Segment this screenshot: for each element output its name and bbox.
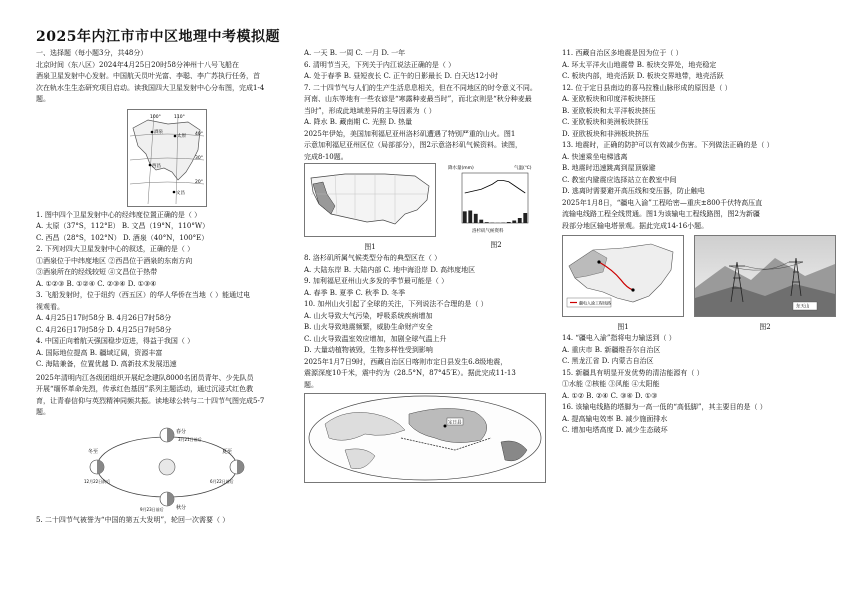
text-line: 段部分地区输电塔景观。据此完成14-16小题。 (562, 221, 709, 230)
figure-caption: 图1 (617, 322, 629, 331)
text-line: 次在轨水生生态研究项目启动。读我国四大卫星发射中心分布图，完成1-4 (36, 83, 265, 92)
question-block-11-13 (562, 48, 830, 198)
earth-orbit-diagram (82, 421, 252, 513)
date-label: 12月22日前后 (84, 478, 111, 484)
temp-axis-label: 气温(℃) (514, 166, 532, 171)
text-line: A. 亚欧板块和印度洋板块挤压 (562, 95, 656, 103)
place-label: 文昌 (176, 190, 185, 196)
quake-label: 定日县 (448, 420, 462, 426)
figure-caption: 图1 (364, 242, 376, 251)
text-line: 2025年伊始，美国加利福尼亚州洛杉矶遭遇了特别严重的山火。图1 (304, 129, 516, 138)
figure-caption: 图2 (759, 322, 771, 331)
text-line: A. 快速乘坐电梯逃离 (562, 152, 628, 161)
question-block-14-16 (562, 333, 830, 437)
text-line: 示意加利福尼亚州区位（局部部分），图2示意洛杉矶气候资料。读图， (304, 141, 522, 149)
text-line: A. 一天 B. 一周 C. 一月 D. 一年 (304, 49, 406, 57)
text-line: C. 亚欧板块和美洲板块挤压 (562, 118, 649, 126)
intro-paragraph (304, 357, 556, 392)
precip-bar (468, 211, 472, 224)
text-line: A. 大陆东岸 B. 大陆内部 C. 地中海沿岸 D. 高纬度地区 (304, 265, 476, 274)
text-line: 流输电线路工程全线贯通。图1为该输电工程线路图，图2为新疆 (562, 210, 760, 218)
lat-label: 40° (195, 131, 203, 137)
text-line: 2025年1月7日9时，西藏自治区日喀则市定日县发生6.8级地震， (304, 357, 508, 366)
term-label: 夏至 (222, 448, 233, 455)
route-legend-label: 疆电入渝工程线路 (579, 300, 611, 306)
term-label: 春分 (176, 428, 187, 435)
transmission-tower-photo (694, 235, 836, 317)
text-line: C. 海陆兼备，位置优越 D. 高新技术发展迅速 (36, 360, 177, 368)
text-line: B. 亚欧板块和太平洋板块挤压 (562, 106, 656, 115)
column-1 (36, 48, 298, 526)
lon-label: 100° (150, 114, 161, 120)
text-line: 12. 位于定日县南边的喜马拉雅山脉形成的原因是（ ） (562, 83, 732, 92)
lat-label: 30° (195, 155, 203, 161)
world-plates-map (304, 393, 546, 483)
text-line: C. 板块内部，地壳活跃 D. 板块交界地带，地壳活跃 (562, 72, 724, 80)
text-line: A. ①② B. ②④ C. ③④ D. ①③ (562, 391, 658, 400)
date-label: 3月21日前后 (178, 436, 202, 442)
text-line: 7. 二十四节气与人们的生产生活息息相关，但在不同地区的时令意义不同。 (304, 83, 537, 92)
text-line: 开展“缅怀革命先烈，传承红色基因”系列主题活动，通过沉浸式红色教 (36, 385, 254, 393)
figure-caption: 图2 (490, 240, 502, 249)
text-line: C. 山火导致温室效应增加，加剧全球气温上升 (304, 334, 447, 343)
date-label: 9月23日前后 (140, 506, 164, 512)
text-line: C. 增加电塔高度 D. 减少生态破坏 (562, 426, 668, 434)
text-line: A. 国际地位提高 B. 疆域辽阔，资源丰富 (36, 348, 163, 357)
text-line: A. 处于春季 B. 昼短夜长 C. 正午的日影最长 D. 白天达12小时 (304, 72, 499, 80)
date-label: 6月22日前后 (210, 478, 234, 484)
precip-axis-label: 降水量(mm) (448, 166, 474, 171)
photo-label: 东天山 (796, 304, 810, 310)
climate-chart (446, 163, 546, 235)
text-line: C. 教室内避震应选择站立在教室中间 (562, 175, 677, 184)
satellite-launch-map (127, 109, 207, 207)
text-line: C. 西昌（28°S，102°N） D. 酒泉（40°N，100°E） (36, 233, 209, 242)
text-line: A. ①②③ B. ①②④ C. ②③④ D. ①③④ (36, 279, 157, 288)
text-line: 10. 加州山火引起了全球的关注，下列说法不合理的是（ ） (304, 300, 488, 308)
text-line: C. 4月26日17时58分 D. 4月25日7时58分 (36, 325, 172, 334)
intro-paragraph (304, 129, 556, 164)
intro-paragraph (36, 60, 298, 106)
figures-row (304, 163, 556, 253)
text-line: D. 大量动植物被毁，生物多样性受到影响 (304, 346, 433, 354)
text-line: A. 提高输电效率 B. 减少施面排水 (562, 414, 668, 423)
text-line: 15. 新疆具有明显开发优势的清洁能源有（ ） (562, 368, 704, 377)
text-line: 1. 图中四个卫星发射中心的经纬度位置正确的是（ ） (36, 210, 202, 219)
place-label: 西昌 (152, 163, 161, 169)
term-label: 秋分 (176, 504, 187, 511)
place-label: 酒泉 (154, 129, 163, 135)
text-line: D. 亚欧板块和非洲板块挤压 (562, 129, 649, 138)
text-line: 2025年清明内江各级团组织开展纪念建队8000名团员青年、少先队员 (36, 373, 254, 382)
text-line: C. 黑龙江省 D. 内蒙古自治区 (562, 357, 654, 365)
precip-bar (474, 214, 478, 223)
precip-bar (523, 213, 527, 223)
text-line: B. 地震时迅速跳离到屋顶躲避 (562, 164, 656, 172)
text-line: A. 山火导致大气污染，呼吸系统疾病增加 (304, 311, 433, 320)
text-line: D. 逃离时需要避开高压线和变压器，防止触电 (562, 187, 705, 195)
text-line: B. 山火导致地震频繁，威胁生命财产安全 (304, 323, 433, 331)
precip-bar (485, 222, 489, 223)
text-line: 11. 西藏自治区多地震是因为位于（ ） (562, 49, 683, 57)
text-line: 3. 飞船发射时，位于纽约（西五区）的华人华侨在当地（ ）能通过电 (36, 291, 251, 299)
precip-bar (507, 222, 511, 223)
text-line: 14. “疆电入渝”指将电力输送到（ ） (562, 334, 676, 342)
intro-paragraph (562, 198, 830, 233)
text-line: 视观看。 (36, 302, 64, 311)
precip-bar (479, 220, 483, 223)
question-block-1-4 (36, 210, 298, 371)
text-line: 2025年1月8日，“疆电入渝”工程哈密—重庆±800千伏特高压直 (562, 198, 763, 207)
figures-row (562, 235, 830, 333)
question-block-5-7 (304, 48, 556, 129)
text-line: 9. 加利福尼亚州山火多发的季节最可能是（ ） (304, 277, 449, 285)
power-line-route-map (562, 235, 684, 317)
text-line: 当时”，形成此地域差异的主导因素为（ ） (304, 106, 436, 115)
text-line: A. 降水 B. 藏南期 C. 光照 D. 热量 (304, 118, 413, 126)
us-california-map (304, 163, 436, 237)
place-label: 太原 (177, 133, 186, 139)
text-line: 6. 清明节当天，下列关于内江说法正确的是（ ） (304, 60, 456, 69)
text-line: 育，让青春信仰与英烈精神同频共振。读地球公转与二十四节气图完成5-7 (36, 396, 265, 405)
precip-bar (463, 211, 467, 223)
climate-city-label: 洛杉矶气候资料 (472, 229, 504, 234)
text-line: A. 太原（37°S，112°E） B. 文昌（19°N，110°W） (36, 222, 210, 230)
text-line: A. 4月25日17时58分 B. 4月26日7时58分 (36, 314, 172, 322)
text-line: 题。 (36, 408, 50, 416)
column-2 (304, 48, 556, 488)
precip-bar (512, 221, 516, 224)
text-line: 酒泉卫星发射中心发射。中国航天员叶光富、李聪、李广苏执行任务，首 (36, 72, 260, 80)
section-heading: 一、选择题（每小题3分，共48分） (36, 49, 148, 57)
intro-paragraph (36, 373, 298, 419)
lat-label: 20° (195, 179, 203, 185)
text-line: ①酒泉位于中纬度地区 ②西昌位于酒泉的东南方向 (36, 256, 193, 265)
text-line: 题。 (304, 380, 318, 389)
text-line: ①水能 ②核能 ③风能 ④太阳能 (562, 380, 660, 388)
term-label: 冬至 (88, 448, 99, 455)
temperature-line (465, 181, 526, 194)
page-title: 2025年内江市市中区地理中考模拟题 (36, 29, 280, 45)
text-line: 完成8-10题。 (304, 152, 348, 161)
text-line: 震源深度10千米，震中约为（28.5°N，87°45′E）。据此完成11-13 (304, 369, 516, 377)
text-line: 8. 洛杉矶所属气候类型分布的典型区在（ ） (304, 254, 442, 262)
text-line: A. 春季 B. 夏季 C. 秋季 D. 冬季 (304, 288, 406, 297)
question-5: 5. 二十四节气被誉为“中国的第五大发明”，轮回一次需要（ ） (36, 515, 230, 524)
text-line: A. 重庆市 B. 新疆维吾尔自治区 (562, 345, 661, 354)
text-line: 13. 地震时，正确的防护可以有效减少伤害。下列做法正确的是（ ） (562, 141, 774, 149)
text-line: ③酒泉所在的经线较短 ④文昌位于热带 (36, 268, 158, 276)
text-line: 2. 下列对四大卫星发射中心的叙述，正确的是（ ） (36, 245, 195, 253)
lon-label: 110° (174, 114, 185, 120)
text-line: A. 环太平洋火山地震带 B. 板块交界处，地壳稳定 (562, 60, 717, 69)
text-line: 河南、山东等地有一些农谚是“寒露种麦最当时”，而北京则是“秋分种麦最 (304, 95, 532, 103)
question-block-8-10 (304, 253, 556, 357)
precip-bar (518, 218, 522, 223)
column-3 (562, 48, 830, 437)
text-line: 16. 该输电线路的塔脚为一高一低的“高低脚”，其主要目的是（ ） (562, 403, 767, 411)
text-line: 4. 中国正向着航天强国稳步迈进，得益于我国（ ） (36, 337, 195, 345)
text-line: 题。 (36, 95, 50, 103)
text-line: 北京时间（东八区）2024年4月25日20时58分神州十八号飞船在 (36, 60, 239, 69)
